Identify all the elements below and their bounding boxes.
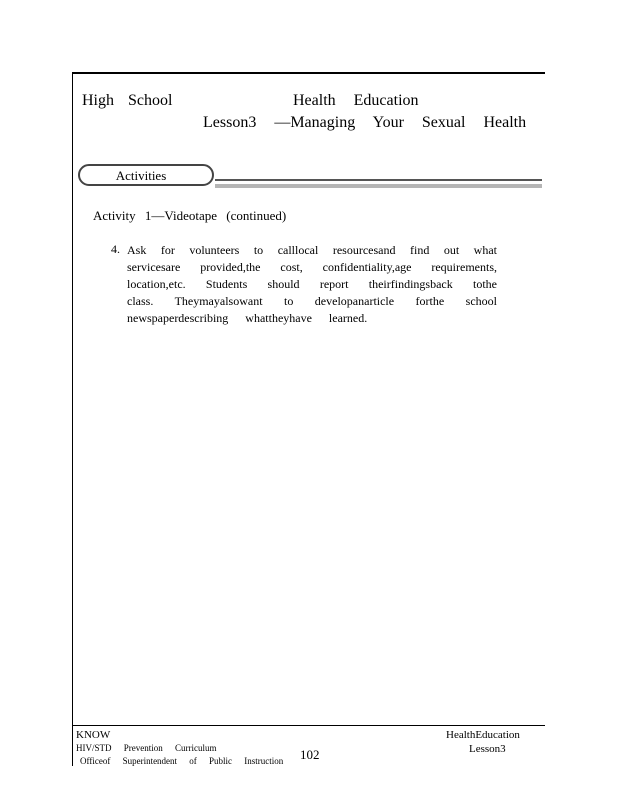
section-tab-label: Activities <box>115 168 167 183</box>
item-line: servicesare provided,the cost, confidentiality,age requirements, <box>127 260 497 274</box>
activity-title: Activity 1—Videotape (continued) <box>93 208 287 223</box>
footer-office: Officeof Superintendent of Public Instruction <box>80 756 284 766</box>
footer-rule <box>72 725 545 726</box>
left-border-rule <box>72 72 73 766</box>
header-subject: Health Education <box>293 92 419 109</box>
item-line: class. Theymayalsowant to developanarticle forthe school <box>127 294 497 308</box>
item-line: location,etc. Students should report theirfindingsback tothe <box>127 277 497 291</box>
item-line: Ask for volunteers to calllocal resourcesand find out what <box>127 243 497 257</box>
section-band-shade <box>215 184 542 188</box>
header-lesson-title: Lesson3 —Managing Your Sexual Health <box>203 114 527 131</box>
section-tab <box>78 164 214 186</box>
page-number: 102 <box>300 747 320 762</box>
header-school: High School <box>82 92 173 109</box>
footer-lesson: Lesson3 <box>469 743 506 755</box>
section-band-line <box>215 179 542 181</box>
top-border-rule <box>72 72 545 74</box>
footer-know: KNOW <box>76 729 111 741</box>
list-item-text <box>127 242 497 327</box>
footer-program: HIV/STD Prevention Curriculum <box>76 743 217 753</box>
list-item-number: 4. <box>111 242 120 256</box>
footer-course: HealthEducation <box>446 729 520 741</box>
item-line: newspaperdescribing whattheyhave learned. <box>127 311 368 325</box>
